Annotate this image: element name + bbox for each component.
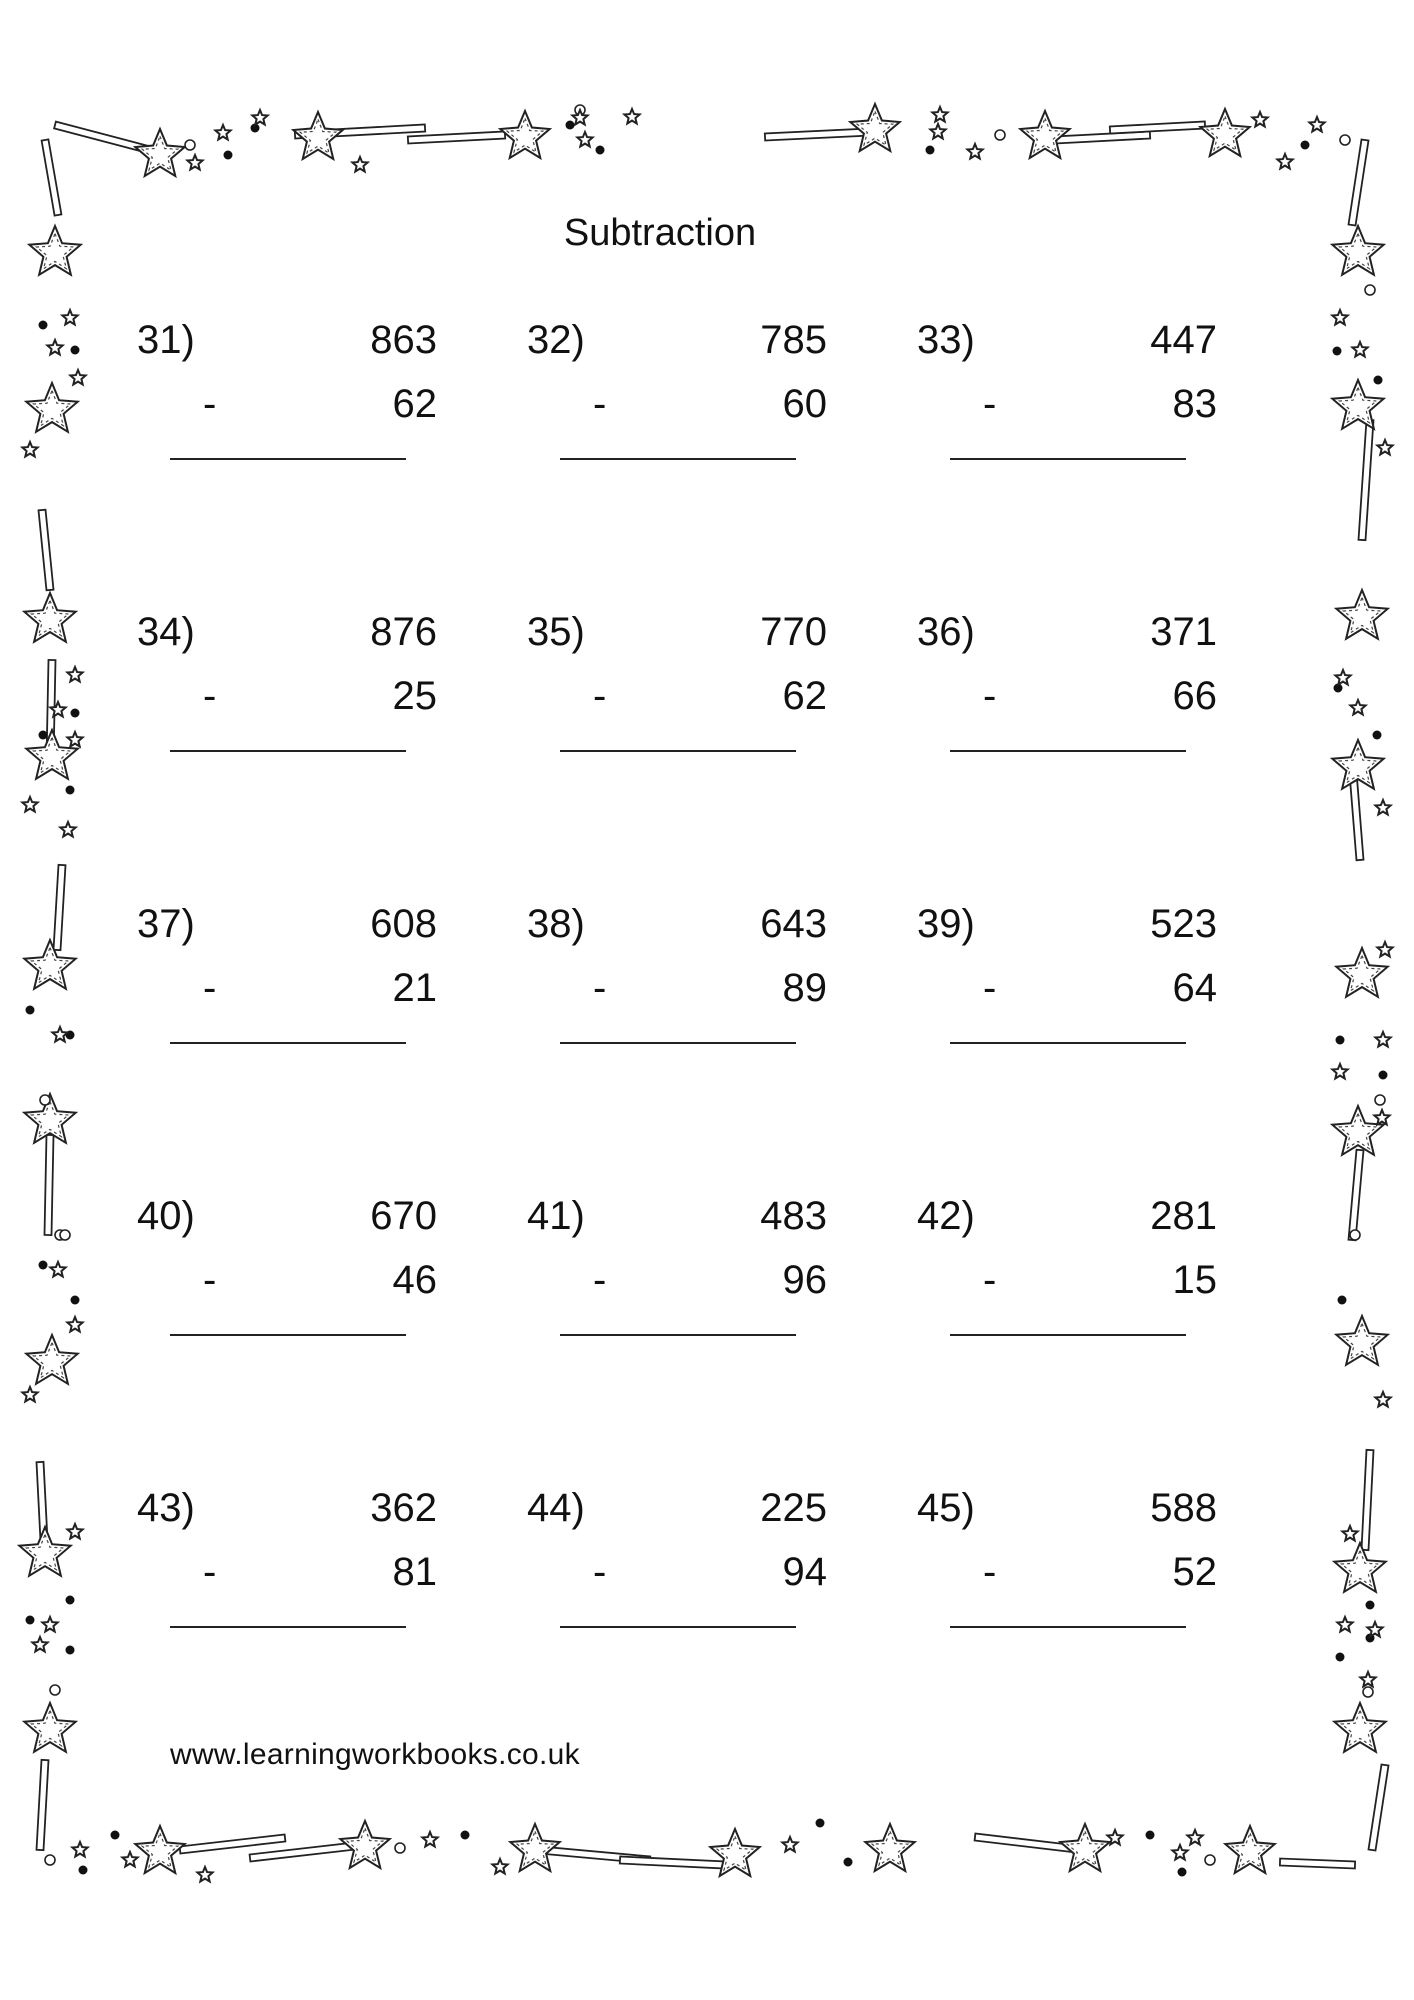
dot-icon: [926, 146, 935, 155]
wand-stick-icon: [765, 129, 870, 141]
problem-number: 31): [137, 318, 195, 362]
star-icon: [60, 822, 75, 837]
dot-icon: [596, 146, 605, 155]
dot-icon: [26, 1616, 35, 1625]
minuend: 608: [370, 902, 437, 946]
ring-icon: [1363, 1687, 1373, 1697]
minus-sign: -: [983, 966, 997, 1010]
wand-stick-icon: [37, 1760, 49, 1850]
star-icon: [340, 1821, 389, 1868]
problem: [137, 1486, 437, 1686]
wand-stick-icon: [1362, 1450, 1374, 1550]
minus-sign: -: [593, 1258, 607, 1302]
problem-number: 37): [137, 902, 195, 946]
answer-line[interactable]: [950, 458, 1186, 460]
problem-number: 43): [137, 1486, 195, 1530]
star-icon: [500, 111, 549, 158]
problem-number: 40): [137, 1194, 195, 1238]
star-icon: [22, 442, 37, 457]
answer-line[interactable]: [170, 1626, 406, 1628]
website-footer: www.learningworkbooks.co.uk: [170, 1738, 580, 1771]
wand-stick-icon: [408, 132, 505, 144]
dot-icon: [66, 786, 75, 795]
ring-icon: [1340, 135, 1350, 145]
minuend: 785: [760, 318, 827, 362]
ring-icon: [995, 130, 1005, 140]
star-icon: [67, 732, 82, 747]
dot-icon: [1333, 347, 1342, 356]
problem-number: 39): [917, 902, 975, 946]
wand-stick-icon: [180, 1835, 286, 1854]
wand-stick-icon: [250, 1843, 356, 1862]
problem: [527, 610, 827, 810]
wand-stick-icon: [1349, 1150, 1364, 1241]
star-icon: [1336, 1316, 1387, 1365]
star-icon: [510, 1824, 559, 1871]
minus-sign: -: [983, 674, 997, 718]
minuend: 588: [1150, 1486, 1217, 1530]
subtrahend: 64: [1172, 966, 1217, 1010]
subtrahend: 25: [392, 674, 437, 718]
dot-icon: [1373, 731, 1382, 740]
dot-icon: [1366, 1601, 1375, 1610]
star-icon: [24, 593, 75, 642]
answer-line[interactable]: [560, 1334, 796, 1336]
ring-icon: [45, 1855, 55, 1865]
problem-number: 41): [527, 1194, 585, 1238]
problem-number: 42): [917, 1194, 975, 1238]
star-icon: [1360, 1672, 1375, 1687]
minuend: 770: [760, 610, 827, 654]
ring-icon: [40, 1095, 50, 1105]
subtrahend: 81: [392, 1550, 437, 1594]
minuend: 876: [370, 610, 437, 654]
problem: [527, 1194, 827, 1394]
star-icon: [1352, 342, 1367, 357]
star-icon: [70, 370, 85, 385]
star-icon: [47, 340, 62, 355]
dot-icon: [1338, 1296, 1347, 1305]
problem: [527, 902, 827, 1102]
star-icon: [782, 1837, 797, 1852]
page-title: Subtraction: [563, 212, 757, 254]
subtrahend: 66: [1172, 674, 1217, 718]
dot-icon: [1178, 1868, 1187, 1877]
ring-icon: [185, 140, 195, 150]
problem-number: 34): [137, 610, 195, 654]
ring-icon: [60, 1230, 70, 1240]
star-icon: [1335, 670, 1350, 685]
star-icon: [135, 129, 184, 176]
star-icon: [967, 144, 982, 159]
dot-icon: [816, 1819, 825, 1828]
star-icon: [293, 112, 342, 159]
problem: [917, 1194, 1217, 1394]
minuend: 643: [760, 902, 827, 946]
problem: [137, 1194, 437, 1394]
dot-icon: [79, 1866, 88, 1875]
problem-number: 33): [917, 318, 975, 362]
star-icon: [1374, 1110, 1389, 1125]
star-icon: [26, 383, 77, 432]
problem: [917, 1486, 1217, 1686]
subtrahend: 94: [782, 1550, 827, 1594]
star-icon: [1332, 1106, 1383, 1155]
subtrahend: 62: [782, 674, 827, 718]
star-icon: [1377, 440, 1392, 455]
dot-icon: [1379, 1071, 1388, 1080]
wand-stick-icon: [42, 139, 62, 215]
answer-line[interactable]: [560, 750, 796, 752]
answer-line[interactable]: [170, 458, 406, 460]
star-icon: [42, 1617, 57, 1632]
wand-stick-icon: [1280, 1859, 1355, 1869]
ring-icon: [1375, 1095, 1385, 1105]
star-icon: [1332, 1064, 1347, 1079]
answer-line[interactable]: [560, 1626, 796, 1628]
minuend: 447: [1150, 318, 1217, 362]
star-icon: [215, 125, 230, 140]
star-icon: [1020, 111, 1069, 158]
star-icon: [62, 310, 77, 325]
minuend: 863: [370, 318, 437, 362]
minus-sign: -: [203, 674, 217, 718]
problem-number: 38): [527, 902, 585, 946]
answer-line[interactable]: [560, 458, 796, 460]
minuend: 281: [1150, 1194, 1217, 1238]
ring-icon: [1205, 1855, 1215, 1865]
subtrahend: 15: [1172, 1258, 1217, 1302]
star-icon: [492, 1859, 507, 1874]
wand-stick-icon: [1349, 140, 1369, 226]
subtrahend: 46: [392, 1258, 437, 1302]
star-icon: [1332, 310, 1347, 325]
star-icon: [32, 1637, 47, 1652]
star-icon: [135, 1826, 184, 1873]
dot-icon: [566, 121, 575, 130]
problem-number: 45): [917, 1486, 975, 1530]
minus-sign: -: [203, 1550, 217, 1594]
answer-line[interactable]: [950, 750, 1186, 752]
minus-sign: -: [983, 1258, 997, 1302]
dot-icon: [1336, 1653, 1345, 1662]
subtrahend: 62: [392, 382, 437, 426]
star-icon: [1060, 1824, 1109, 1871]
dot-icon: [71, 709, 80, 718]
answer-line[interactable]: [170, 1334, 406, 1336]
star-icon: [932, 107, 947, 122]
problem-number: 36): [917, 610, 975, 654]
problem: [917, 610, 1217, 810]
dot-icon: [461, 1831, 470, 1840]
ring-icon: [50, 1685, 60, 1695]
minus-sign: -: [983, 1550, 997, 1594]
dot-icon: [1146, 1831, 1155, 1840]
dot-icon: [111, 1831, 120, 1840]
star-icon: [24, 940, 75, 989]
answer-line[interactable]: [560, 1042, 796, 1044]
minus-sign: -: [203, 382, 217, 426]
minuend: 225: [760, 1486, 827, 1530]
star-icon: [1309, 117, 1324, 132]
minuend: 362: [370, 1486, 437, 1530]
star-icon: [22, 1387, 37, 1402]
ring-icon: [1365, 285, 1375, 295]
minus-sign: -: [593, 1550, 607, 1594]
star-icon: [22, 797, 37, 812]
star-icon: [67, 667, 82, 682]
answer-line[interactable]: [170, 1042, 406, 1044]
problem: [137, 318, 437, 518]
subtrahend: 21: [392, 966, 437, 1010]
star-icon: [52, 1027, 67, 1042]
subtrahend: 89: [782, 966, 827, 1010]
star-icon: [197, 1867, 212, 1882]
star-icon: [1172, 1845, 1187, 1860]
star-icon: [50, 1262, 65, 1277]
dot-icon: [1301, 141, 1310, 150]
star-icon: [67, 1524, 82, 1539]
answer-line[interactable]: [170, 750, 406, 752]
star-icon: [422, 1832, 437, 1847]
star-icon: [1375, 1392, 1390, 1407]
minus-sign: -: [983, 382, 997, 426]
wand-stick-icon: [45, 1135, 54, 1235]
star-icon: [1350, 700, 1365, 715]
star-icon: [26, 1335, 77, 1384]
star-icon: [1277, 154, 1292, 169]
star-icon: [577, 132, 592, 147]
star-icon: [1342, 1526, 1357, 1541]
star-icon: [1377, 942, 1392, 957]
star-icon: [1332, 380, 1383, 429]
star-icon: [865, 1824, 914, 1871]
subtrahend: 96: [782, 1258, 827, 1302]
star-icon: [1334, 1703, 1385, 1752]
minus-sign: -: [593, 966, 607, 1010]
wand-stick-icon: [54, 865, 66, 950]
star-icon: [1375, 1032, 1390, 1047]
star-icon: [930, 124, 945, 139]
wand-stick-icon: [620, 1857, 725, 1869]
dot-icon: [39, 1261, 48, 1270]
minuend: 670: [370, 1194, 437, 1238]
ring-icon: [395, 1843, 405, 1853]
wand-stick-icon: [39, 510, 54, 591]
minuend: 523: [1150, 902, 1217, 946]
dot-icon: [844, 1858, 853, 1867]
star-icon: [1375, 800, 1390, 815]
problem: [527, 1486, 827, 1686]
minus-sign: -: [593, 674, 607, 718]
wand-stick-icon: [1055, 132, 1150, 144]
star-icon: [1187, 1830, 1202, 1845]
star-icon: [1225, 1826, 1274, 1873]
problem: [527, 318, 827, 518]
subtrahend: 60: [782, 382, 827, 426]
problem-number: 44): [527, 1486, 585, 1530]
problem: [917, 318, 1217, 518]
star-icon: [1200, 109, 1249, 156]
star-icon: [1334, 1543, 1385, 1592]
star-icon: [72, 1842, 87, 1857]
dot-icon: [66, 1596, 75, 1605]
star-icon: [187, 155, 202, 170]
problem-number: 32): [527, 318, 585, 362]
problem: [137, 902, 437, 1102]
minus-sign: -: [593, 382, 607, 426]
star-icon: [67, 1317, 82, 1332]
star-icon: [1332, 226, 1383, 275]
dot-icon: [66, 1646, 75, 1655]
star-icon: [1336, 590, 1387, 639]
minus-sign: -: [203, 966, 217, 1010]
minuend: 371: [1150, 610, 1217, 654]
problem-number: 35): [527, 610, 585, 654]
dot-icon: [39, 731, 48, 740]
star-icon: [24, 1703, 75, 1752]
answer-line[interactable]: [950, 1626, 1186, 1628]
problem: [917, 902, 1217, 1102]
star-icon: [122, 1852, 137, 1867]
dot-icon: [224, 151, 233, 160]
answer-line[interactable]: [950, 1334, 1186, 1336]
star-icon: [1337, 1617, 1352, 1632]
subtrahend: 52: [1172, 1550, 1217, 1594]
wand-stick-icon: [1359, 420, 1374, 540]
star-icon: [252, 110, 267, 125]
star-icon: [850, 104, 899, 151]
problem: [137, 610, 437, 810]
wand-stick-icon: [1110, 122, 1205, 134]
wand-stick-icon: [1369, 1765, 1389, 1851]
star-icon: [1252, 112, 1267, 127]
minuend: 483: [760, 1194, 827, 1238]
star-icon: [352, 157, 367, 172]
dot-icon: [1374, 376, 1383, 385]
star-icon: [624, 109, 639, 124]
ring-icon: [1350, 1230, 1360, 1240]
star-icon: [19, 1527, 70, 1576]
dot-icon: [26, 1006, 35, 1015]
dot-icon: [1336, 1036, 1345, 1045]
minus-sign: -: [203, 1258, 217, 1302]
dot-icon: [71, 1296, 80, 1305]
subtrahend: 83: [1172, 382, 1217, 426]
dot-icon: [71, 346, 80, 355]
dot-icon: [39, 321, 48, 330]
answer-line[interactable]: [950, 1042, 1186, 1044]
